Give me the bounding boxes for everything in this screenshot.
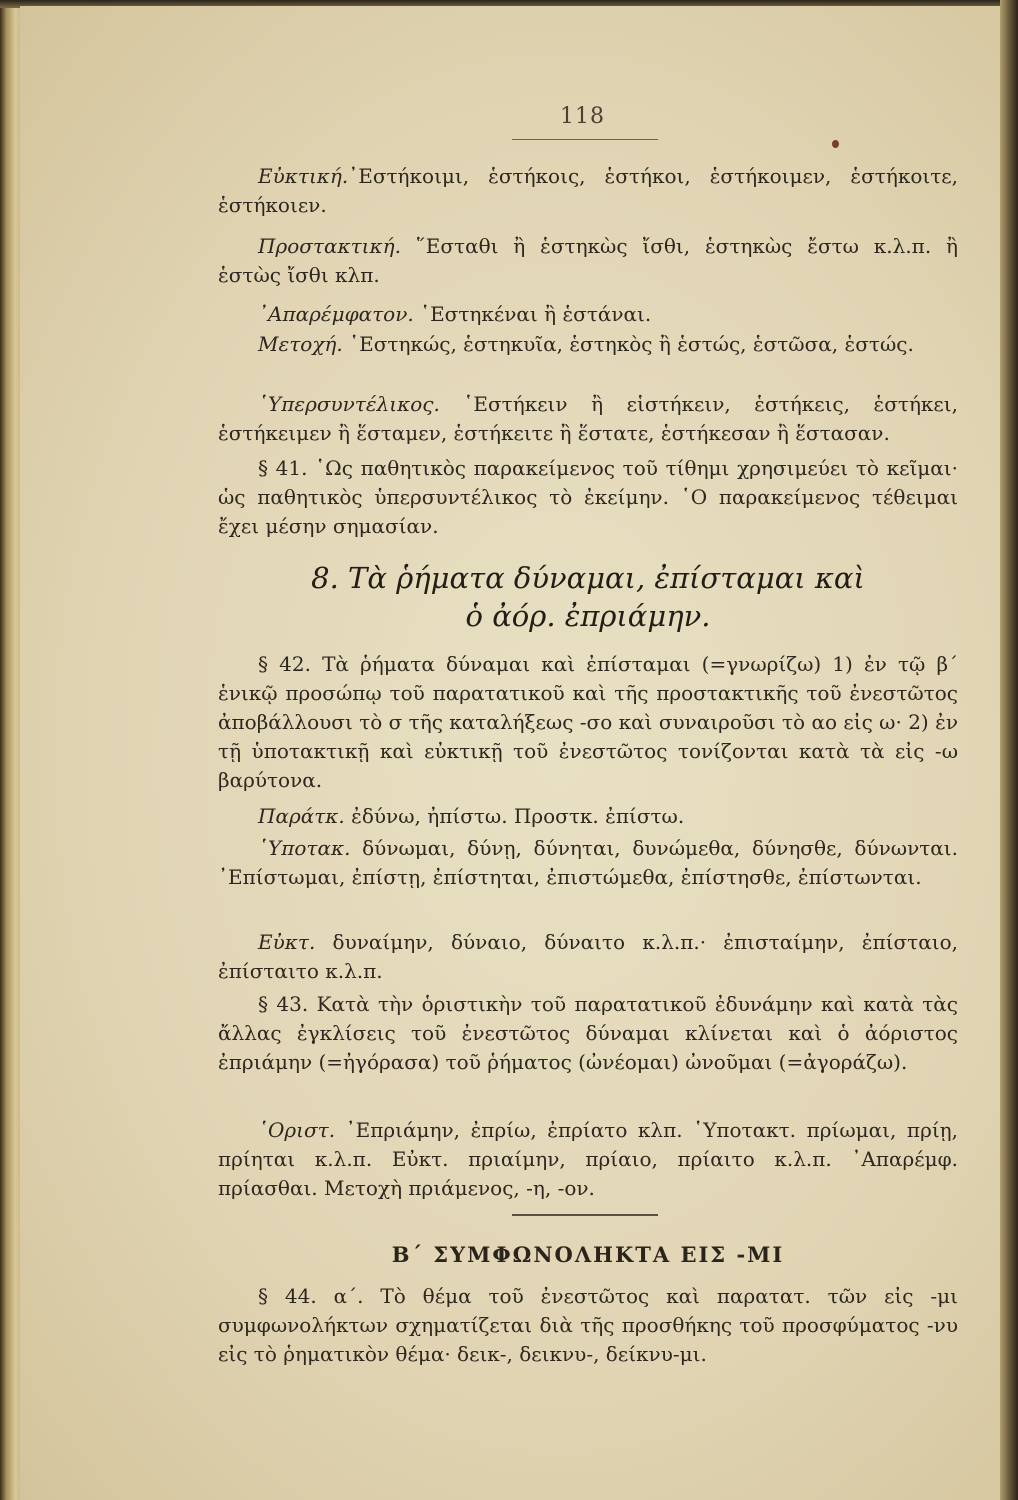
paragraph-label: Μετοχή. (258, 332, 343, 356)
paragraph-43 (218, 990, 958, 1077)
paragraph-prostaktiki (218, 232, 958, 290)
section-title: Β΄ ΣΥΜΦΩΝΟΛΗΚΤΑ ΕΙΣ -ΜΙ (391, 1242, 785, 1267)
page-number-rule (512, 139, 658, 140)
ink-mark (832, 140, 839, 148)
paragraph-text: δυναίμην, δύναιο, δύναιτο κ.λ.π.· ἐπισταίμην, ἐπίσταιο, ἐπίσταιτο κ.λ.π. (218, 930, 958, 983)
paragraph-paratk (218, 802, 958, 831)
paragraph-euktiki (218, 162, 958, 220)
paragraph-text: ῾Εστηκέναι ἢ ἑστάναι. (420, 302, 652, 326)
paragraph-41 (218, 454, 958, 541)
paragraph-aparemfaton (218, 300, 958, 329)
paragraph-text: ἐδύνω, ἠπίστω. Προστκ. ἐπίστω. (351, 804, 685, 828)
paragraph-metochi (218, 330, 958, 359)
paragraph-42 (218, 650, 958, 795)
paragraph-label: ᾿Απαρέμφατον. (258, 302, 414, 326)
paragraph-label: § 44. (258, 1284, 317, 1308)
book-spine (0, 0, 22, 1500)
paragraph-label: Προστακτική. (258, 234, 401, 258)
paragraph-text: δύνωμαι, δύνῃ, δύνηται, δυνώμεθα, δύνησθε, δύνωνται. ᾿Επίστωμαι, ἐπίστῃ, ἐπίστηται, ἐπιστώμεθα, ἐπίστησθε, ἐπίστωνται. (218, 836, 958, 889)
paragraph-label: Εὐκτική. (258, 164, 349, 188)
paragraph-text: ῾Ως παθητικὸς παρακείμενος τοῦ τίθημι χρησιμεύει τὸ κεῖμαι· ὡς παθητικὸς ὑπερσυντέλικος τὸ ἐκείμην. ῾Ο παρακείμενος τέθειμαι ἔχει μέσην σημασίαν. (218, 456, 958, 538)
section-divider (512, 1214, 658, 1216)
page-edge (1000, 0, 1018, 1500)
paragraph-label: § 43. (258, 992, 309, 1016)
paragraph-label: Παράτκ. (258, 804, 345, 828)
paragraph-label: ῾Υπερσυντέλικος. (258, 392, 440, 416)
section-heading-line1: 8. Τὰ ῥήματα δύναμαι, ἐπίσταμαι καὶ (311, 561, 865, 595)
paragraph-text: ᾿Επριάμην, ἐπρίω, ἐπρίατο κλπ. ῾Υποτακτ. πρίωμαι, πρίῃ, πρίηται κ.λ.π. Εὐκτ. πριαίμην, πρίαιο, πρίαιτο κ.λ.π. ᾿Απαρέμφ. πρίασθαι. Μετοχὴ πριάμενος, -η, -ον. (218, 1118, 959, 1200)
page-number: 118 (560, 104, 605, 129)
paragraph-label: § 42. (258, 652, 311, 676)
paragraph-hypersyntelikos (218, 390, 958, 448)
paragraph-text: ᾿Εστήκοιμι, ἑστήκοις, ἑστήκοι, ἑστήκοιμεν, ἑστήκοιτε, ἑστήκοιεν. (218, 164, 958, 217)
paragraph-text: ῞Εσταθι ἢ ἑστηκὼς ἴσθι, ἑστηκὼς ἔστω κ.λ.π. ἢ ἑστὼς ἴσθι κλπ. (218, 234, 958, 287)
paragraph-label: ῾Υποτακ. (258, 836, 351, 860)
paragraph-44 (218, 1282, 958, 1369)
paragraph-label: § 41. (258, 456, 308, 480)
paragraph-text: Τὰ ῥήματα δύναμαι καὶ ἐπίσταμαι (=γνωρίζω) 1) ἐν τῷ β΄ ἑνικῷ προσώπῳ τοῦ παρατατικοῦ καὶ τῆς προστακτικῆς τοῦ ἐνεστῶτος ἀποβάλλουσι τὸ σ τῆς καταλήξεως -σο καὶ συναιροῦσι τὸ αο εἰς ω· 2) ἐν τῇ ὑποτακτικῇ καὶ εὐκτικῇ τοῦ ἐνεστῶτος τονίζονται κατὰ τὰ εἰς -ω βαρύτονα. (218, 652, 959, 792)
paragraph-text: α΄. Τὸ θέμα τοῦ ἐνεστῶτος καὶ παρατατ. τῶν εἰς -μι συμφωνολήκτων σχηματίζεται διὰ τῆς προσθήκης τοῦ προσφύματος -νυ εἰς τὸ ῥηματικὸν θέμα· δεικ-, δεικνυ-, δείκνυ-μι. (218, 1284, 958, 1366)
paragraph-eukt (218, 928, 958, 986)
paragraph-hypotak (218, 834, 958, 892)
paragraph-text: ῾Εστηκώς, ἑστηκυῖα, ἑστηκὸς ἢ ἑστώς, ἑστῶσα, ἑστώς. (349, 332, 914, 356)
paragraph-label: Εὐκτ. (258, 930, 316, 954)
paragraph-horist (218, 1116, 958, 1203)
paragraph-text: Κατὰ τὴν ὁριστικὴν τοῦ παρατατικοῦ ἐδυνάμην καὶ κατὰ τὰς ἄλλας ἐγκλίσεις τοῦ ἐνεστῶτος δύναμαι κλίνεται καὶ ὁ ἀόριστος ἐπριάμην (=ἠγόρασα) τοῦ ῥήματος (ὠνέομαι) ὠνοῦμαι (=ἀγοράζω). (218, 992, 958, 1074)
section-heading-line2: ὁ ἀόρ. ἐπριάμην. (465, 599, 711, 633)
paragraph-label: ῾Οριστ. (258, 1118, 336, 1142)
paragraph-text: ῾Εστήκειν ἢ εἱστήκειν, ἑστήκεις, ἑστήκει, ἑστήκειμεν ἢ ἕσταμεν, ἑστήκειτε ἢ ἕστατε, ἑστήκεσαν ἢ ἕστασαν. (218, 392, 958, 445)
